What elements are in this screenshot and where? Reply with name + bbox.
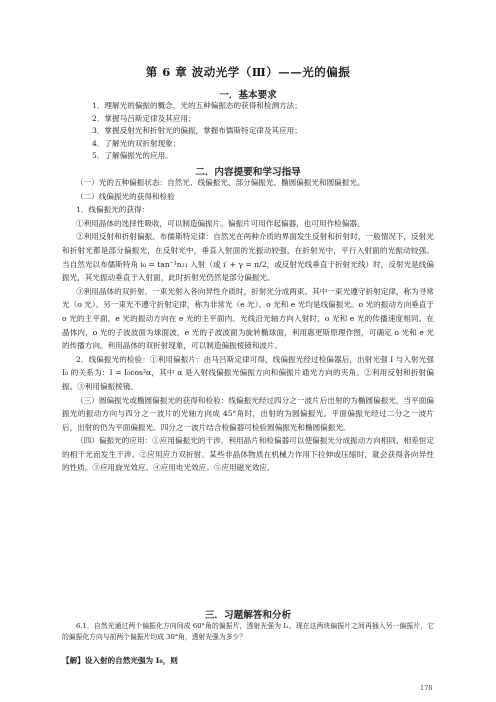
paragraph-linear-heading: （二）线偏振光的获得和检验 xyxy=(76,191,175,201)
problem-statement xyxy=(62,621,434,643)
problem-6-1: 6.1．自然光通过两个偏振化方向间成 60°角的偏振片，透射光强为 I₁。现在这两块偏振片之间再插入另一偏振片，它的偏振化方向与前两个偏振片均成 30°角，透射光强为多少？ xyxy=(62,622,434,641)
page-number: 178 xyxy=(420,684,433,692)
section-heading-exercises: 三．习题解答和分析 xyxy=(204,610,292,621)
section-heading-summary: 二．内容提要和学习指导 xyxy=(195,167,301,178)
requirement-item: 5．了解偏振光的应用。 xyxy=(92,151,173,160)
paragraph-malus: 2．线偏振光的检验：①利用偏振片：由马吕斯定律可得，线偏振光经过检偏器后，出射光强 I 与入射光强 I₀ 的关系为：I = I₀cos²α，其中 α 是入射线偏振光偏振方向和偏振片通光方向的夹角。②利用反射和折射偏振。③利用偏振棱镜。 xyxy=(62,354,434,391)
paragraph-birefringence: ③利用晶体的双折射。一束光射入各向异性介质时，折射光分成两束。其中一束光遵守折射定律，称为寻常光（o 光）。另一束光不遵守折射定律，称为非常光（e 光）。o 光和 e 光均是线偏振光。o 光的振动方向垂直于 o 光的主平面，e 光的振动方向在 e 光的主平面内。光线沿光轴方向入射时，o 光和 e 光的传播速度相同。在晶体内，o 光的子波波面为球面波，e 光的子波波面为旋转椭球面，利用惠更斯原理作图，可确定 o 光和 e 光的传播方向。利用晶体的双折射现象，可以制造偏振棱镜和波片。 xyxy=(62,286,434,351)
section-heading-requirements: 一．基本要求 xyxy=(219,90,277,101)
requirement-item: 3．掌握反射光和折射光的偏振，掌握布儒斯特定律及其应用； xyxy=(92,126,302,135)
paragraph-polarizer: ①利用晶体的选择性吸收，可以制造偏振片。偏振片可用作起偏器，也可用作检偏器。 xyxy=(76,218,365,228)
paragraph-five-states: （一）光的五种偏振状态：自然光、线偏振光、部分偏振光、椭圆偏振光和圆偏振光。 xyxy=(76,178,365,187)
chapter-title: 第 6 章 波动光学（Ⅲ）——光的偏振 xyxy=(145,65,351,79)
summary-body xyxy=(62,176,434,475)
requirement-item: 4．了解光的双折射现象； xyxy=(92,138,181,148)
paragraph-linear-obtain: 1．线偏振光的获得： xyxy=(76,205,150,215)
paragraph-circular: （三）圆偏振光或椭圆偏振光的获得和检验：线偏振光经过四分之一波片后出射的为椭圆偏振光，当平面偏振光的振动方向与四分之一波片的光轴方向成 45°角时，出射的为圆偏振光。平面偏振光经过二分之一波片后，出射的仍为平面偏振光。四分之一波片结合检偏器可检验圆偏振光和椭圆偏振光。 xyxy=(62,395,434,432)
requirement-item: 1．理解光的偏振的概念，光的五种偏振态的获得和检测方法； xyxy=(92,101,302,110)
requirements-list xyxy=(92,100,432,163)
requirement-item: 2．掌握马吕斯定律及其应用； xyxy=(92,113,196,123)
paragraph-applications: （四）偏振光的应用：①应用偏振光的干涉。利用晶片和检偏器可以使偏振光分成振动方向相同、相差恒定的相干光而发生干涉。②应用应力双折射。某些非晶体物质在机械力作用下拉伸或压缩时，就会获得各向异性的性质。③应用旋光效应。④应用电光效应。⑤应用磁光效应。 xyxy=(62,436,434,473)
answer-start: 【解】设入射的自然光强为 I₀，则 xyxy=(62,656,178,665)
paragraph-brewster: ②利用反射和折射偏振。布儒斯特定律：自然光在两种介质的界面发生反射和折射时，一般情况下，反射光和折射光都是部分偏振光，在反射光中，垂直入射面的光振动较强，在折射光中，平行入射面的光振动较强。当自然光以布儒斯特角 i₀ = tan⁻¹n₂₁ 入射（或 i′ + γ = π/2，或反射光线垂直于折射光线）时，反射光是线偏振光，其光振动垂直于入射面，此时折射光仍然是部分偏振光。 xyxy=(62,232,434,283)
